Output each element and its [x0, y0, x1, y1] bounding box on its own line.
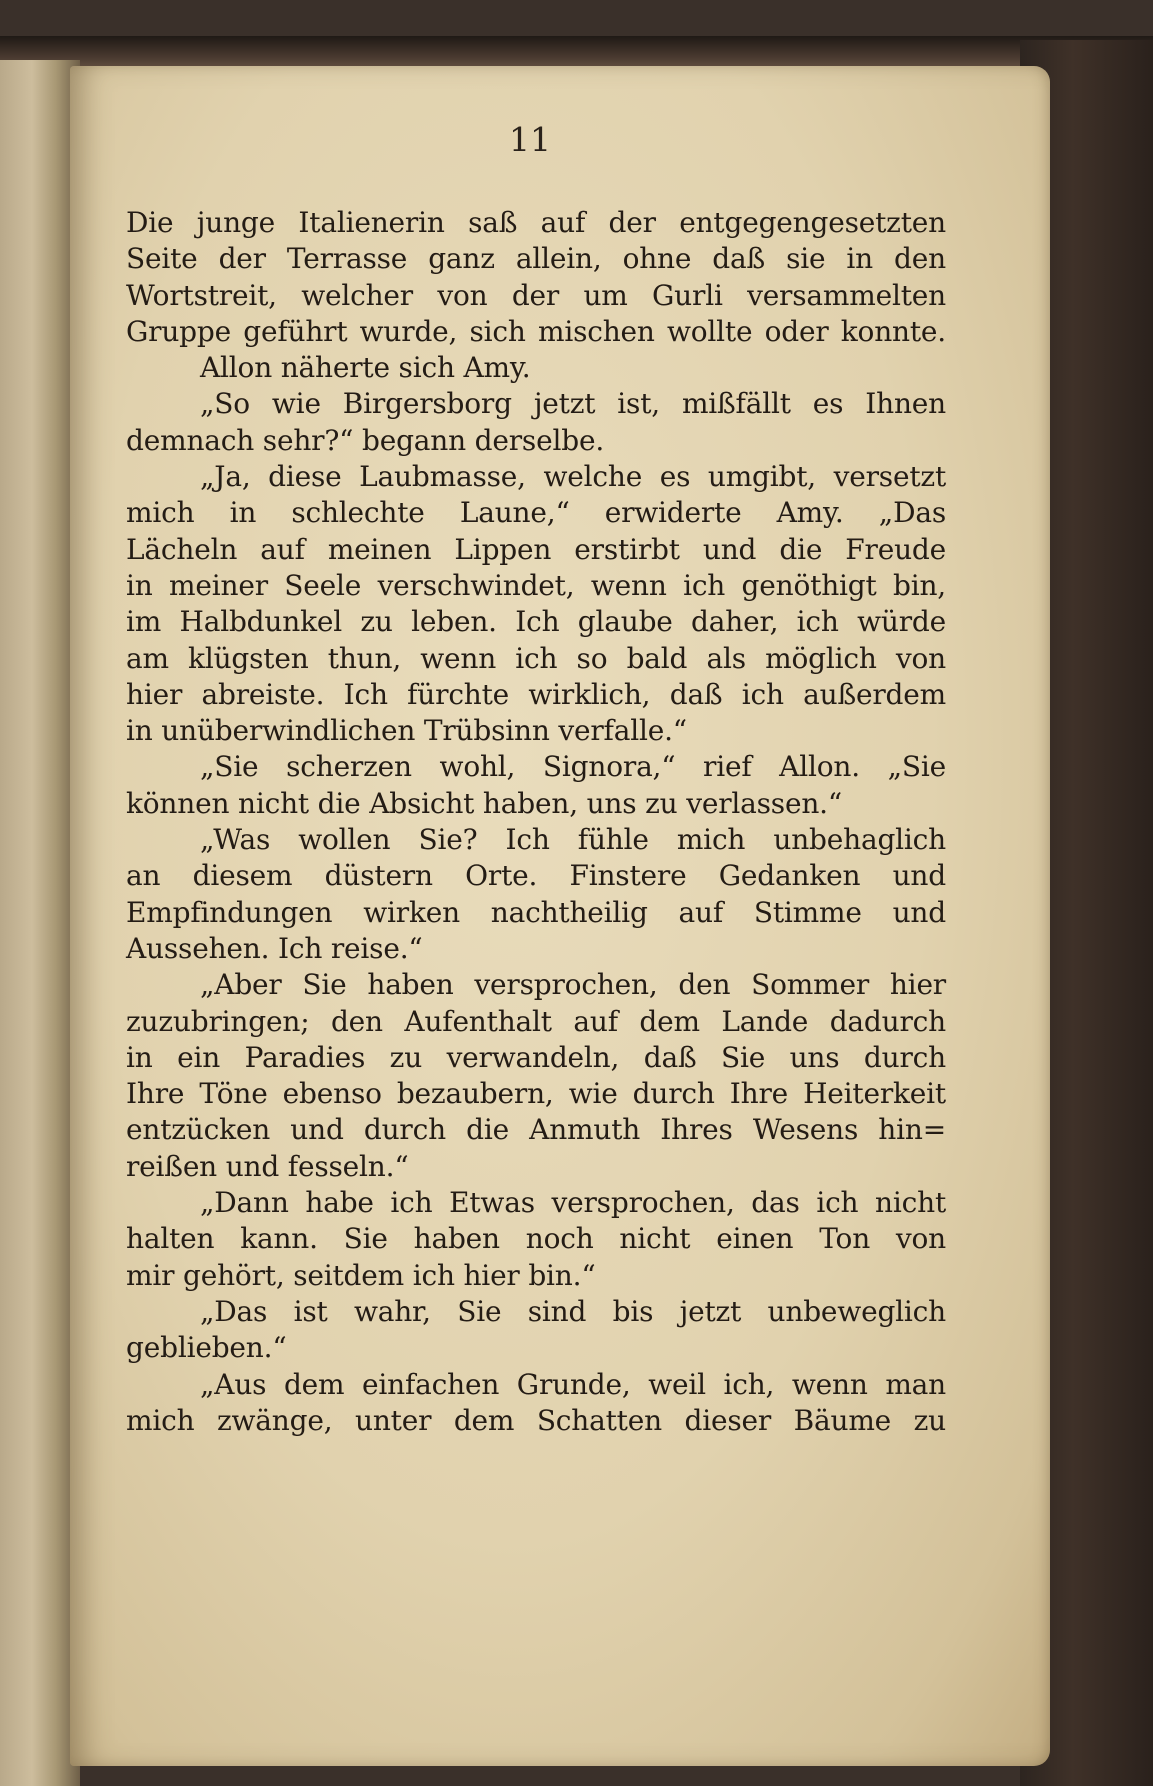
text-line: Ihre Töne ebenso bezaubern, wie durch Ihre Heiterkeit: [126, 1077, 946, 1111]
text-line: geblieben.“: [126, 1331, 287, 1365]
body-text: [126, 205, 946, 1439]
text-line: „Sie scherzen wohl, Signora,“ rief Allon. „Sie: [200, 750, 946, 784]
text-line: in unüberwindlichen Trübsinn verfalle.“: [126, 714, 687, 748]
text-line: hier abreiste. Ich fürchte wirklich, daß ich außerdem: [126, 677, 946, 711]
text-line: mir gehört, seitdem ich hier bin.“: [126, 1258, 596, 1292]
page-number: 11: [509, 120, 551, 159]
text-line: Aussehen. Ich reise.“: [126, 931, 423, 965]
text-line: Allon näherte sich Amy.: [200, 351, 531, 385]
text-line: demnach sehr?“ begann derselbe.: [126, 423, 605, 457]
text-line: Gruppe geführt wurde, sich mischen wollte oder konnte.: [126, 314, 946, 348]
text-line: Lächeln auf meinen Lippen erstirbt und die Freude: [126, 532, 946, 566]
text-line: können nicht die Absicht haben, uns zu verlassen.“: [126, 786, 842, 820]
text-line: „Aus dem einfachen Grunde, weil ich, wenn man: [200, 1367, 946, 1401]
text-line: entzücken und durch die Anmuth Ihres Wesens hin=: [126, 1113, 946, 1147]
book-gutter: [0, 60, 80, 1786]
text-line: „Dann habe ich Etwas versprochen, das ich nicht: [200, 1186, 946, 1220]
text-line: „Das ist wahr, Sie sind bis jetzt unbeweglich: [200, 1294, 946, 1328]
text-line: „Aber Sie haben versprochen, den Sommer hier: [200, 968, 946, 1002]
text-line: Seite der Terrasse ganz allein, ohne daß sie in den: [126, 242, 946, 276]
text-line: „Ja, diese Laubmasse, welche es umgibt, versetzt: [200, 460, 946, 494]
text-line: Empfindungen wirken nachtheilig auf Stimme und: [126, 895, 946, 929]
text-line: reißen und fesseln.“: [126, 1149, 409, 1183]
text-line: am klügsten thun, wenn ich so bald als möglich von: [126, 641, 946, 675]
text-line: „Was wollen Sie? Ich fühle mich unbehaglich: [200, 823, 946, 857]
text-line: Wortstreit, welcher von der um Gurli versammelten: [126, 278, 946, 312]
text-line: „So wie Birgersborg jetzt ist, mißfällt es Ihnen: [200, 387, 946, 421]
text-line: im Halbdunkel zu leben. Ich glaube daher, ich würde: [126, 605, 946, 639]
text-line: in meiner Seele verschwindet, wenn ich genöthigt bin,: [126, 568, 946, 602]
text-line: mich in schlechte Laune,“ erwiderte Amy. „Das: [126, 496, 946, 530]
text-line: zuzubringen; den Aufenthalt auf dem Lande dadurch: [126, 1004, 946, 1038]
text-line: halten kann. Sie haben noch nicht einen Ton von: [126, 1222, 946, 1256]
text-line: mich zwänge, unter dem Schatten dieser Bäume zu: [126, 1403, 946, 1437]
text-line: Die junge Italienerin saß auf der entgegengesetzten: [126, 206, 946, 239]
text-line: an diesem düstern Orte. Finstere Gedanken und: [126, 859, 946, 893]
text-line: in ein Paradies zu verwandeln, daß Sie uns durch: [126, 1040, 946, 1074]
